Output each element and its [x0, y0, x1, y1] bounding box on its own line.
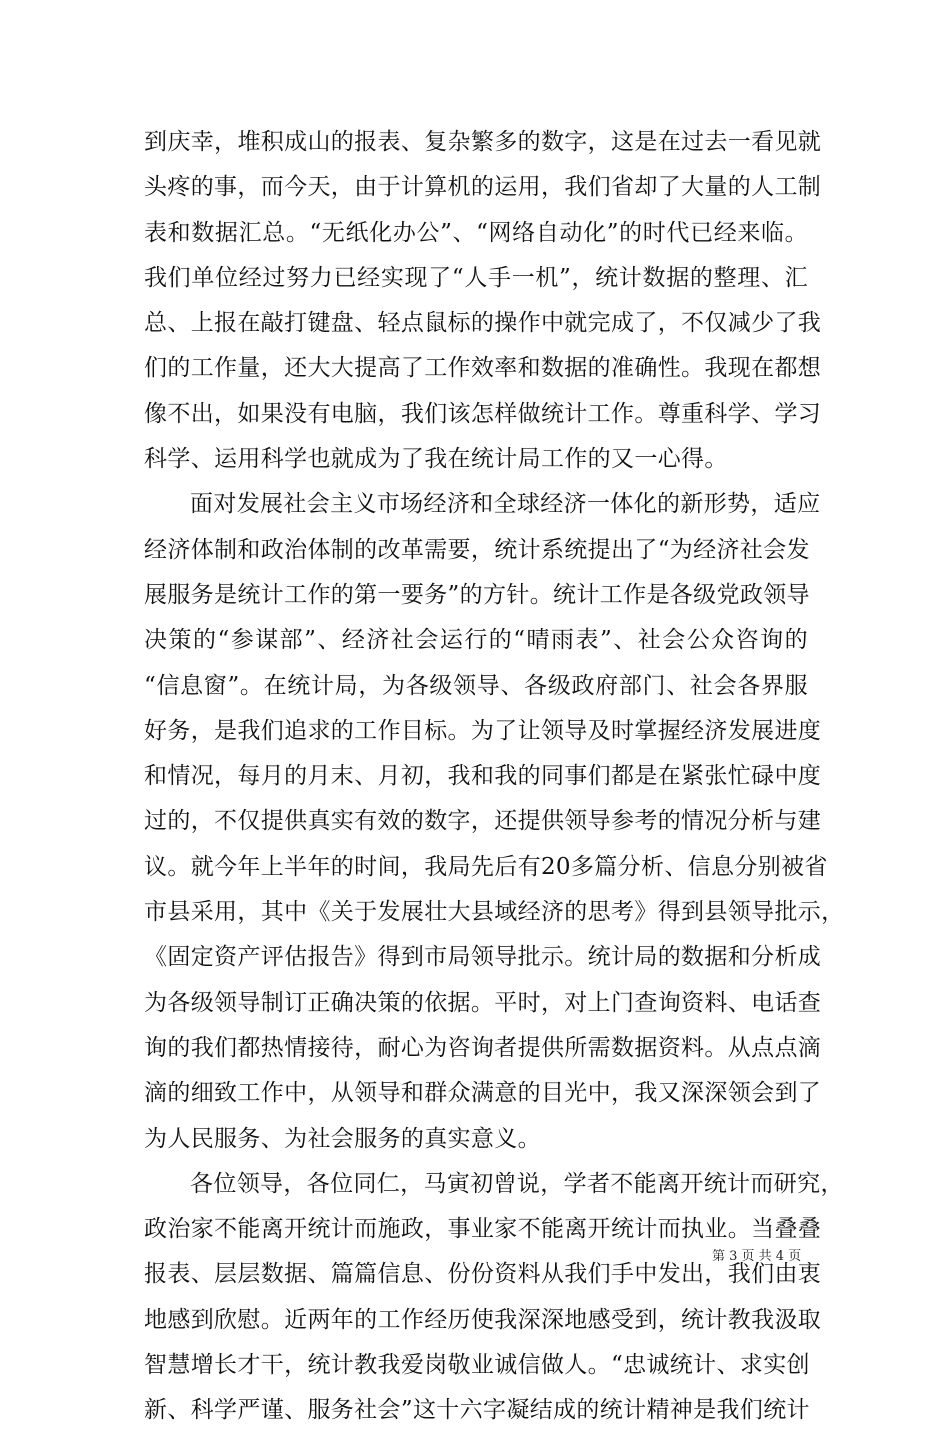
text-line: 报表、层层数据、篇篇信息、份份资料从我们手中发出，我们由衷 [144, 1261, 822, 1288]
text-line: 询的我们都热情接待，耐心为咨询者提供所需数据资料。从点点滴 [144, 1034, 822, 1061]
text-line: 头疼的事，而今天，由于计算机的运用，我们省却了大量的人工制 [144, 174, 822, 201]
text-line: 总、上报在敲打键盘、轻点鼠标的操作中就完成了，不仅减少了我 [144, 310, 822, 337]
text-line: 科学、运用科学也就成为了我在统计局工作的又一心得。 [144, 446, 728, 473]
text-line: 智慧增长才干，统计教我爱岗敬业诚信做人。“忠诚统计、求实创 [144, 1352, 810, 1379]
page-number-footer: 第 3 页 共 4 页 [712, 1249, 802, 1264]
text-line: 市县采用，其中《关于发展壮大县域经济的思考》得到县领导批示， [144, 899, 845, 926]
text-line: 们的工作量，还大大提高了工作效率和数据的准确性。我现在都想 [144, 355, 822, 382]
text-line: 经济体制和政治体制的改革需要，统计系统提出了“为经济社会发 [144, 536, 810, 563]
document-body [144, 120, 845, 1434]
text-line: 议。就今年上半年的时间，我局先后有20多篇分析、信息分别被省 [144, 853, 828, 880]
text-line: 为人民服务、为社会服务的真实意义。 [144, 1125, 541, 1152]
text-line: 地感到欣慰。近两年的工作经历使我深深地感受到，统计教我汲取 [144, 1306, 822, 1333]
text-line: 为各级领导制订正确决策的依据。平时，对上门查询资料、电话查 [144, 989, 822, 1016]
text-line: 政治家不能离开统计而施政，事业家不能离开统计而执业。当叠叠 [144, 1216, 822, 1243]
text-line: 我们单位经过努力已经实现了“人手一机”，统计数据的整理、汇 [144, 264, 808, 291]
paragraph-first-line: 面对发展社会主义市场经济和全球经济一体化的新形势，适应 [190, 491, 821, 518]
text-line: 展服务是统计工作的第一要务”的方针。统计工作是各级党政领导 [144, 581, 810, 608]
text-line: 滴的细致工作中，从领导和群众满意的目光中，我又深深领会到了 [144, 1080, 822, 1107]
text-line: 好务，是我们追求的工作目标。为了让领导及时掌握经济发展进度 [144, 717, 822, 744]
text-line: 新、科学严谨、服务社会”这十六字凝结成的统计精神是我们统计 [144, 1397, 810, 1424]
text-line: 到庆幸，堆积成山的报表、复杂繁多的数字，这是在过去一看见就 [144, 129, 822, 155]
paragraph-first-line: 各位领导，各位同仁，马寅初曾说，学者不能离开统计而研究， [190, 1170, 844, 1197]
text-line: 像不出，如果没有电脑，我们该怎样做统计工作。尊重科学、学习 [144, 400, 822, 427]
text-line: 表和数据汇总。“无纸化办公”、“网络自动化”的时代已经来临。 [144, 219, 808, 246]
text-line: 和情况，每月的月末、月初，我和我的同事们都是在紧张忙碌中度 [144, 763, 822, 790]
text-line: 过的，不仅提供真实有效的数字，还提供领导参考的情况分析与建 [144, 808, 822, 835]
text-line: 决策的“参谋部”、经济社会运行的“晴雨表”、社会公众咨询的 [144, 627, 808, 654]
text-line: 《固定资产评估报告》得到市局领导批示。统计局的数据和分析成 [144, 944, 822, 971]
text-line: “信息窗”。在统计局，为各级领导、各级政府部门、社会各界服 [144, 672, 808, 699]
